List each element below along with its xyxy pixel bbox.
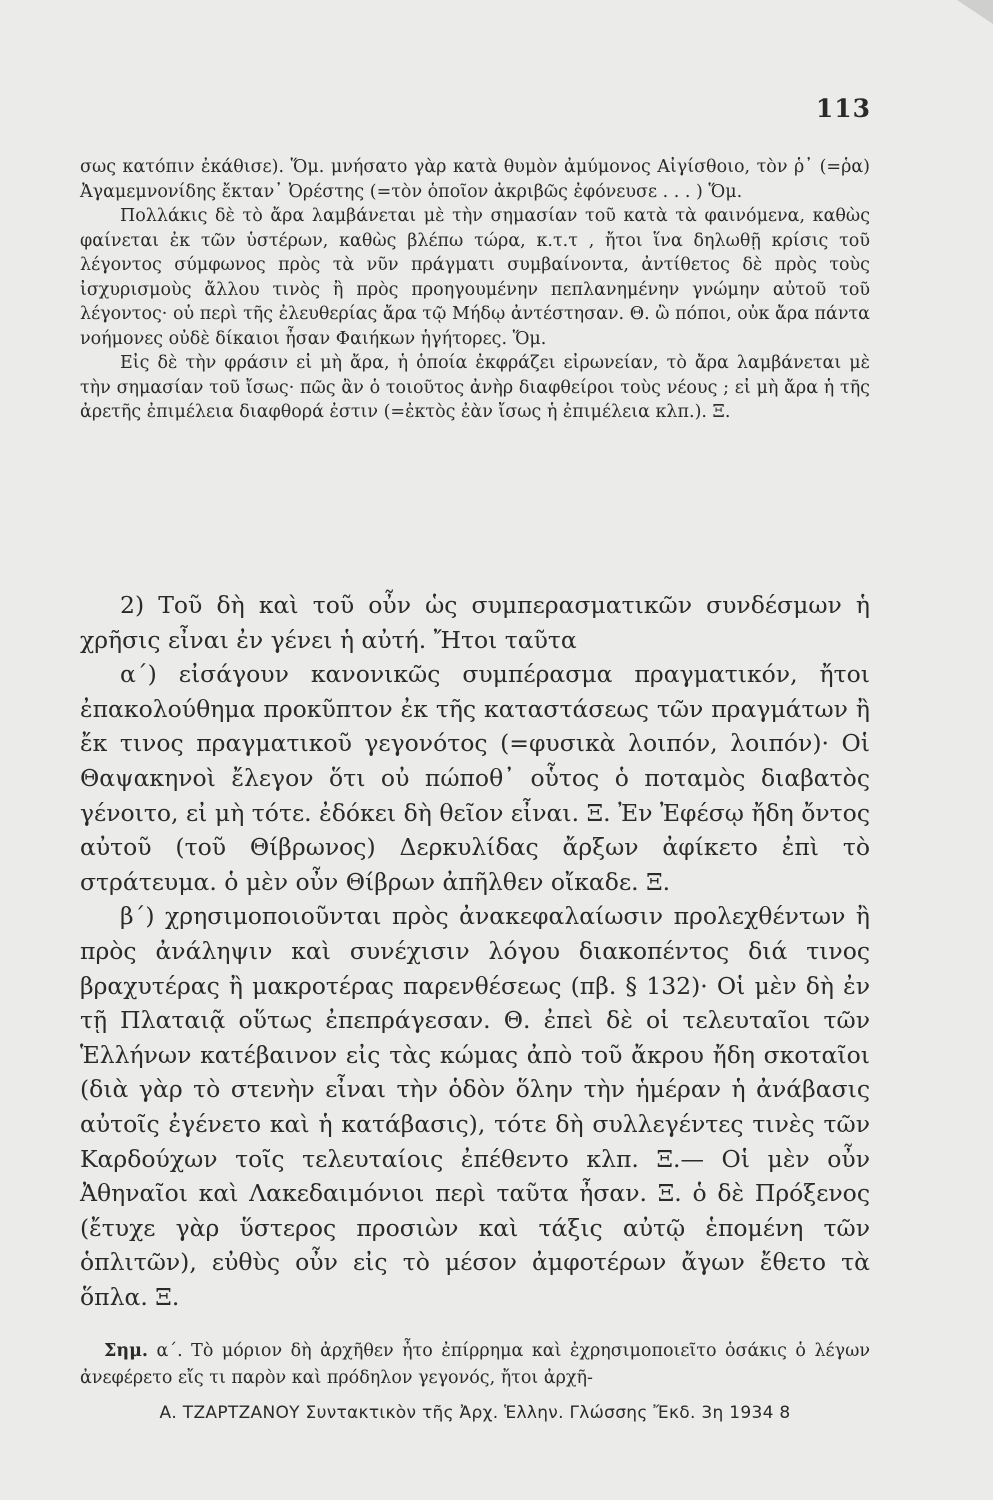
note-section (80, 1338, 870, 1392)
main-section (80, 588, 870, 1314)
main-paragraph-1: 2) Τοῦ δὴ καὶ τοῦ οὖν ὡς συμπερασματικῶν συνδέσμων ἡ χρῆσις εἶναι ἐν γένει ἡ αὐτή. Ἤτοι ταῦτα (80, 591, 870, 654)
page-corner-fold (957, 0, 993, 24)
note-paragraph (80, 1338, 870, 1392)
footer-signature: Α. ΤΖΑΡΤΖΑΝΟΥ Συντακτικὸν τῆς Ἀρχ. Ἑλλην. Γλώσσης Ἔκδ. 3η 1934 8 (159, 1403, 791, 1423)
top-paragraph-2: Πολλάκις δὲ τὸ ἄρα λαμβάνεται μὲ τὴν σημασίαν τοῦ κατὰ τὰ φαινόμενα, καθὼς φαίνεται ἐκ τῶν ὑστέρων, καθὼς βλέπω τώρα, κ.τ.τ , ἤτοι ἵνα δηλωθῇ κρίσις τοῦ λέγοντος σύμφωνος πρὸς τὰ νῦν πράγματι συμβαίνοντα, ἀντίθετος δὲ πρὸς τοὺς ἰσχυρισμοὺς ἄλλου τινὸς ἢ πρὸς προηγουμένην πεπλανημένην γνώμην αὐτοῦ τοῦ λέγοντος· οὐ περὶ τῆς ἐλευθερίας ἄρα τῷ Μήδῳ ἀντέστησαν. Θ. ὢ πόποι, οὐκ ἄρα πάντα νοήμονες οὐδὲ δίκαιοι ἦσαν Φαιήκων ἡγήτορες. Ὅμ. (80, 206, 870, 349)
page-number: 113 (815, 94, 871, 123)
main-paragraph-2: α´) εἰσάγουν κανονικῶς συμπέρασμα πραγματικόν, ἤτοι ἐπακολούθημα προκῦπτον ἐκ τῆς καταστάσεως τῶν πραγμάτων ἢ ἔκ τινος πραγματικοῦ γεγονότος (=φυσικὰ λοιπόν, λοιπόν)· Οἱ Θαψακηνοὶ ἔλεγον ὅτι οὐ πώποθ᾽ οὗτος ὁ ποταμὸς διαβατὸς γένοιτο, εἰ μὴ τότε. ἐδόκει δὴ θεῖον εἶναι. Ξ. Ἐν Ἐφέσῳ ἤδη ὄντος αὐτοῦ (τοῦ Θίβρωνος) Δερκυλίδας ἄρξων ἀφίκετο ἐπὶ τὸ στράτευμα. ὁ μὲν οὖν Θίβρων ἀπῆλθεν οἴκαδε. Ξ. (80, 660, 870, 896)
note-label: Σημ. (104, 1341, 148, 1361)
top-section (80, 155, 870, 425)
top-paragraph-3: Εἰς δὲ τὴν φράσιν εἰ μὴ ἄρα, ἡ ὁποία ἐκφράζει εἰρωνείαν, τὸ ἄρα λαμβάνεται μὲ τὴν σημασίαν τοῦ ἴσως· πῶς ἂν ὁ τοιοῦτος ἀνὴρ διαφθείροι τοὺς νέους ; εἰ μὴ ἄρα ἡ τῆς ἀρετῆς ἐπιμέλεια διαφθορά ἐστιν (=ἐκτὸς ἐὰν ἴσως ἡ ἐπιμέλεια κλπ.). Ξ. (80, 353, 870, 422)
top-paragraph-1: σως κατόπιν ἐκάθισε). Ὅμ. μνήσατο γὰρ κατὰ θυμὸν ἀμύμονος Αἰγίσθοιο, τὸν ῥ᾽ (=ῥα) Ἀγαμεμνονίδης ἔκταν᾽ Ὀρέστης (=τὸν ὁποῖον ἀκριβῶς ἐφόνευσε . . . ) Ὅμ. (80, 157, 870, 202)
main-paragraph-3: β´) χρησιμοποιοῦνται πρὸς ἀνακεφαλαίωσιν προλεχθέντων ἢ πρὸς ἀνάληψιν καὶ συνέχισιν λόγου διακοπέντος διά τινος βραχυτέρας ἢ μακροτέρας παρενθέσεως (πβ. § 132)· Οἱ μὲν δὴ ἐν τῇ Πλαταιᾷ οὕτως ἐπεπράγεσαν. Θ. ἐπεὶ δὲ οἱ τελευταῖοι τῶν Ἑλλήνων κατέβαινον εἰς τὰς κώμας ἀπὸ τοῦ ἄκρου ἤδη σκοταῖοι (διὰ γὰρ τὸ στενὴν εἶναι τὴν ὁδὸν ὅλην τὴν ἡμέραν ἡ ἀνάβασις αὐτοῖς ἐγένετο καὶ ἡ κατάβασις), τότε δὴ συλλεγέντες τινὲς τῶν Καρδούχων τοῖς τελευταίοις ἐπέθεντο κλπ. Ξ.— Οἱ μὲν οὖν Ἀθηναῖοι καὶ Λακεδαιμόνιοι περὶ ταῦτα ἦσαν. Ξ. ὁ δὲ Πρόξενος (ἔτυχε γὰρ ὕστερος προσιὼν καὶ τάξις αὐτῷ ἑπομένη τῶν ὁπλιτῶν), εὐθὺς οὖν εἰς τὸ μέσον ἀμφοτέρων ἄγων ἔθετο τὰ ὅπλα. Ξ. (80, 902, 870, 1311)
note-text: α´. Τὸ μόριον δὴ ἀρχῆθεν ἦτο ἐπίρρημα καὶ ἐχρησιμοποιεῖτο ὁσάκις ὁ λέγων ἀνεφέρετο εἴς τι παρὸν καὶ πρόδηλον γεγονός, ἤτοι ἀρχῆ- (80, 1341, 870, 1388)
